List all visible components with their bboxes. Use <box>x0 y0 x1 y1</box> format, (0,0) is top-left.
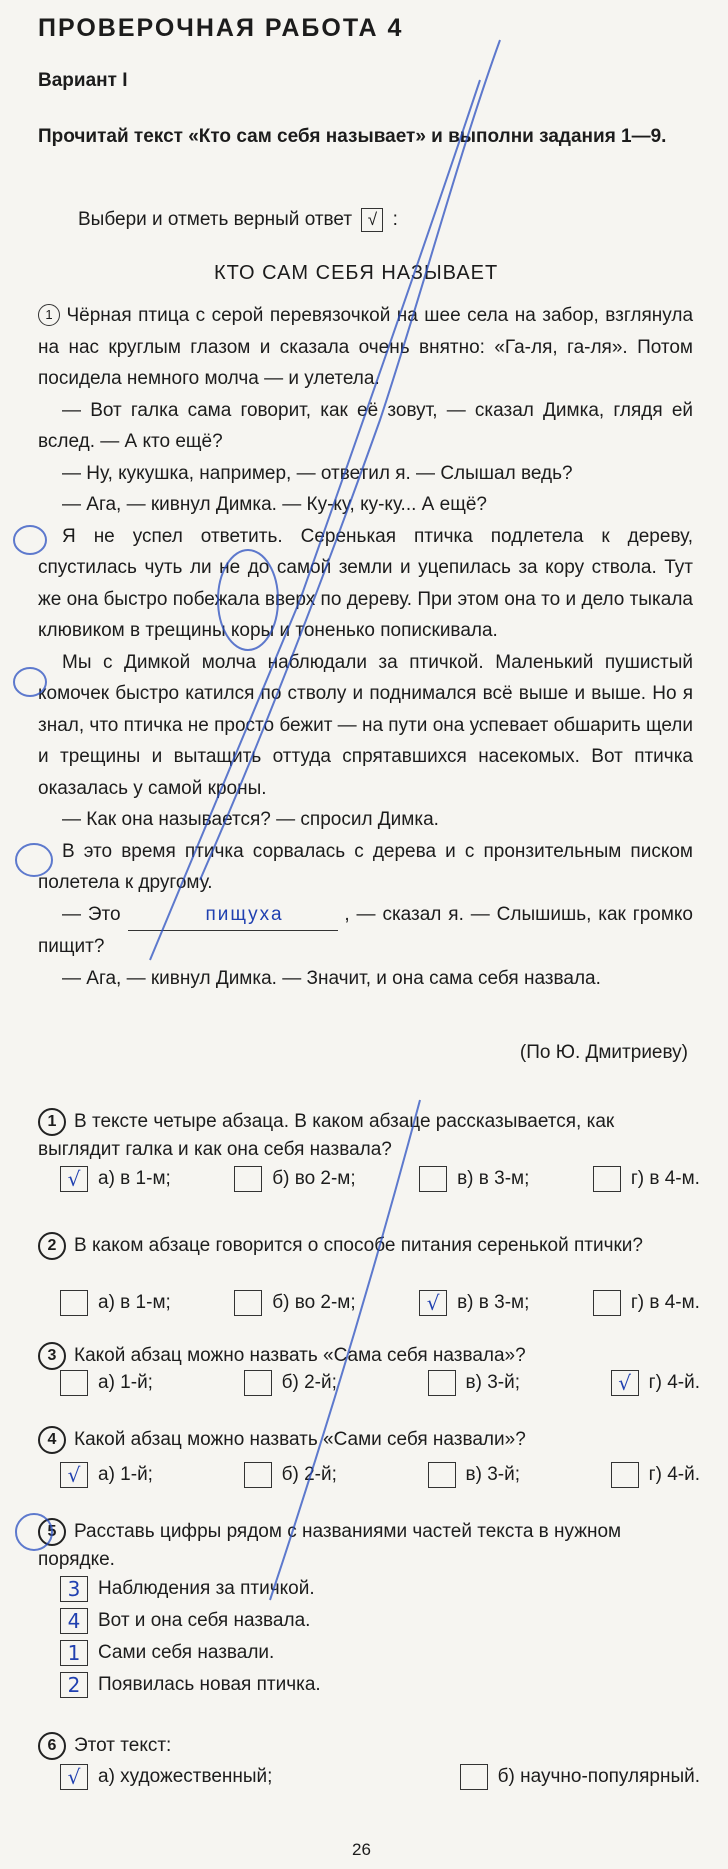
paragraph-1 <box>38 300 693 395</box>
option-label: в) 3-й; <box>465 1372 521 1393</box>
page-title: ПРОВЕРОЧНАЯ РАБОТА 4 <box>38 14 404 42</box>
question-text: В тексте четыре абзаца. В каком абзаце рассказывается, как выглядит галка и как она себя назвала? <box>38 1111 615 1161</box>
checkbox[interactable] <box>234 1166 262 1192</box>
question-text: Этот текст: <box>74 1735 172 1757</box>
question-number: 4 <box>38 1426 66 1454</box>
checkbox[interactable] <box>460 1764 488 1790</box>
paragraph-3: Мы с Димкой молча наблюдали за птичкой. Маленький пушистый комочек быстро катился по стволу и поднимался всё выше и выше. Но я знал, что птичка не просто бежит — на пути она успевает обшарить щели и трещины и вытащить оттуда спрятавшихся насекомых. Вот птичка оказалась у самой кроны. <box>38 651 693 799</box>
byline: (По Ю. Дмитриеву) <box>519 1042 688 1063</box>
question-6-options <box>60 1764 700 1790</box>
question-2 <box>38 1232 693 1260</box>
question-5 <box>38 1518 693 1574</box>
option-b[interactable] <box>234 1290 355 1316</box>
option-d[interactable] <box>593 1290 700 1316</box>
option-label: а) 1-й; <box>98 1372 153 1393</box>
option-label: а) художественный; <box>98 1766 273 1787</box>
checkbox[interactable] <box>419 1166 447 1192</box>
question-number: 1 <box>38 1108 66 1136</box>
option-d[interactable] <box>593 1166 700 1192</box>
order-box[interactable]: 1 <box>60 1640 88 1666</box>
option-label: а) в 1-м; <box>98 1168 171 1189</box>
checkbox[interactable] <box>428 1462 456 1488</box>
option-a[interactable] <box>60 1290 171 1316</box>
checkbox[interactable] <box>244 1462 272 1488</box>
checkbox[interactable] <box>60 1370 88 1396</box>
option-b[interactable] <box>244 1370 337 1396</box>
story-text <box>38 300 693 994</box>
order-item-2 <box>60 1608 310 1634</box>
question-text: Какой абзац можно назвать «Сама себя назвала»? <box>74 1345 526 1367</box>
answer-prefix: — Это <box>62 903 121 925</box>
option-c[interactable] <box>419 1290 529 1316</box>
checkbox[interactable] <box>60 1290 88 1316</box>
paragraph-4-answer <box>38 899 693 963</box>
option-c[interactable] <box>428 1370 521 1396</box>
option-c[interactable] <box>419 1166 529 1192</box>
option-a[interactable] <box>60 1166 171 1192</box>
option-a[interactable] <box>60 1462 153 1488</box>
option-label: б) во 2-м; <box>272 1292 356 1313</box>
option-label: г) в 4-м. <box>630 1292 700 1313</box>
paragraph-1-text: Чёрная птица с серой перевязочкой на шее села на забор, взглянула на нас круглым глазом и сказала очень внятно: «Га-ля, га-ля». Потом посидела немного молча — и улетела. <box>38 305 694 389</box>
paragraph-1-dialog-2: — Ну, кукушка, например, — ответил я. — Слышал ведь? <box>62 462 573 484</box>
checkbox[interactable]: √ <box>611 1370 639 1396</box>
option-d[interactable] <box>611 1462 700 1488</box>
order-label: Наблюдения за птичкой. <box>98 1578 315 1599</box>
option-label: в) в 3-м; <box>457 1168 530 1189</box>
order-item-4 <box>60 1672 321 1698</box>
question-number: 3 <box>38 1342 66 1370</box>
option-b[interactable] <box>234 1166 355 1192</box>
paragraph-1-dialog-3: — Ага, — кивнул Димка. — Ку-ку, ку-ку... А ещё? <box>62 494 487 515</box>
question-text: Расставь цифры рядом с названиями частей текста в нужном порядке. <box>38 1521 622 1571</box>
option-label: б) научно-популярный. <box>497 1766 700 1787</box>
checkbox[interactable] <box>611 1462 639 1488</box>
question-3-options <box>60 1370 700 1396</box>
choose-instruction <box>78 208 398 232</box>
option-b[interactable] <box>460 1764 700 1790</box>
option-label: б) 2-й; <box>281 1372 337 1393</box>
checkbox[interactable]: √ <box>60 1166 88 1192</box>
page-number: 26 <box>352 1840 371 1859</box>
order-box[interactable]: 3 <box>60 1576 88 1602</box>
paragraph-4: — Как она называется? — спросил Димка. <box>62 809 439 830</box>
checkbox[interactable]: √ <box>60 1764 88 1790</box>
question-text: Какой абзац можно назвать «Сами себя назвали»? <box>74 1429 526 1451</box>
question-2-options <box>60 1290 700 1316</box>
checkbox[interactable] <box>428 1370 456 1396</box>
question-number: 2 <box>38 1232 66 1260</box>
question-3 <box>38 1342 693 1370</box>
option-a[interactable] <box>60 1370 153 1396</box>
choose-prefix: Выбери и отметь верный ответ <box>78 209 353 230</box>
question-6 <box>38 1732 693 1760</box>
order-item-1 <box>60 1576 315 1602</box>
question-4-options <box>60 1462 700 1488</box>
option-label: в) в 3-м; <box>457 1292 530 1313</box>
choose-suffix: : <box>392 209 398 230</box>
paragraph-2: Я не успел ответить. Серенькая птичка подлетела к дереву, спустилась чуть ли не до самой земли и уцепилась за кору ствола. Тут же она быстро побежала вверх по дереву. При этом она то и дело тыкала клювиком в трещины коры и тоненько попискивала. <box>38 525 693 641</box>
option-label: б) 2-й; <box>281 1464 337 1485</box>
order-label: Вот и она себя назвала. <box>98 1610 311 1631</box>
option-label: г) 4-й. <box>648 1372 700 1393</box>
question-4 <box>38 1426 693 1454</box>
handwritten-answer[interactable]: пищуха <box>128 899 338 932</box>
checkbox[interactable]: √ <box>419 1290 447 1316</box>
checkbox[interactable] <box>593 1290 621 1316</box>
paragraph-4-end: — Ага, — кивнул Димка. — Значит, и она сама себя назвала. <box>62 967 601 989</box>
option-label: в) 3-й; <box>465 1464 521 1485</box>
option-label: б) во 2-м; <box>272 1168 356 1189</box>
answer-suffix: , — сказал я. — Слышишь, как громко пищит? <box>38 903 693 957</box>
option-label: а) 1-й; <box>98 1464 153 1485</box>
option-label: а) в 1-м; <box>98 1292 171 1313</box>
check-mark-sample: √ <box>361 208 383 232</box>
order-box[interactable]: 2 <box>60 1672 88 1698</box>
story-title: КТО САМ СЕБЯ НАЗЫВАЕТ <box>214 262 499 284</box>
checkbox[interactable] <box>234 1290 262 1316</box>
question-number: 6 <box>38 1732 66 1760</box>
checkbox[interactable] <box>244 1370 272 1396</box>
option-b[interactable] <box>244 1462 337 1488</box>
paragraph-1-dialog-1: — Вот галка сама говорит, как её зовут, — сказал Димка, глядя ей вслед. — А кто ещё? <box>38 399 693 452</box>
order-label: Сами себя назвали. <box>98 1642 275 1663</box>
order-box[interactable]: 4 <box>60 1608 88 1634</box>
option-a[interactable] <box>60 1764 272 1790</box>
order-item-3 <box>60 1640 274 1666</box>
checkbox[interactable] <box>593 1166 621 1192</box>
intro-instruction: Прочитай текст «Кто сам себя называет» и выполни задания 1—9. <box>38 126 667 147</box>
option-label: г) 4-й. <box>648 1464 700 1485</box>
variant-label: Вариант I <box>38 70 128 91</box>
paragraph-number: 1 <box>38 304 60 326</box>
option-label: г) в 4-м. <box>630 1168 700 1189</box>
question-1-options <box>60 1166 700 1192</box>
option-c[interactable] <box>428 1462 521 1488</box>
question-text: В каком абзаце говорится о способе питания серенькой птички? <box>74 1235 643 1257</box>
paragraph-4-cont: В это время птичка сорвалась с дерева и с пронзительным писком полетела к другому. <box>38 840 693 893</box>
option-d[interactable] <box>611 1370 700 1396</box>
question-1 <box>38 1108 693 1164</box>
order-label: Появилась новая птичка. <box>98 1674 321 1695</box>
question-number: 5 <box>38 1518 66 1546</box>
checkbox[interactable]: √ <box>60 1462 88 1488</box>
